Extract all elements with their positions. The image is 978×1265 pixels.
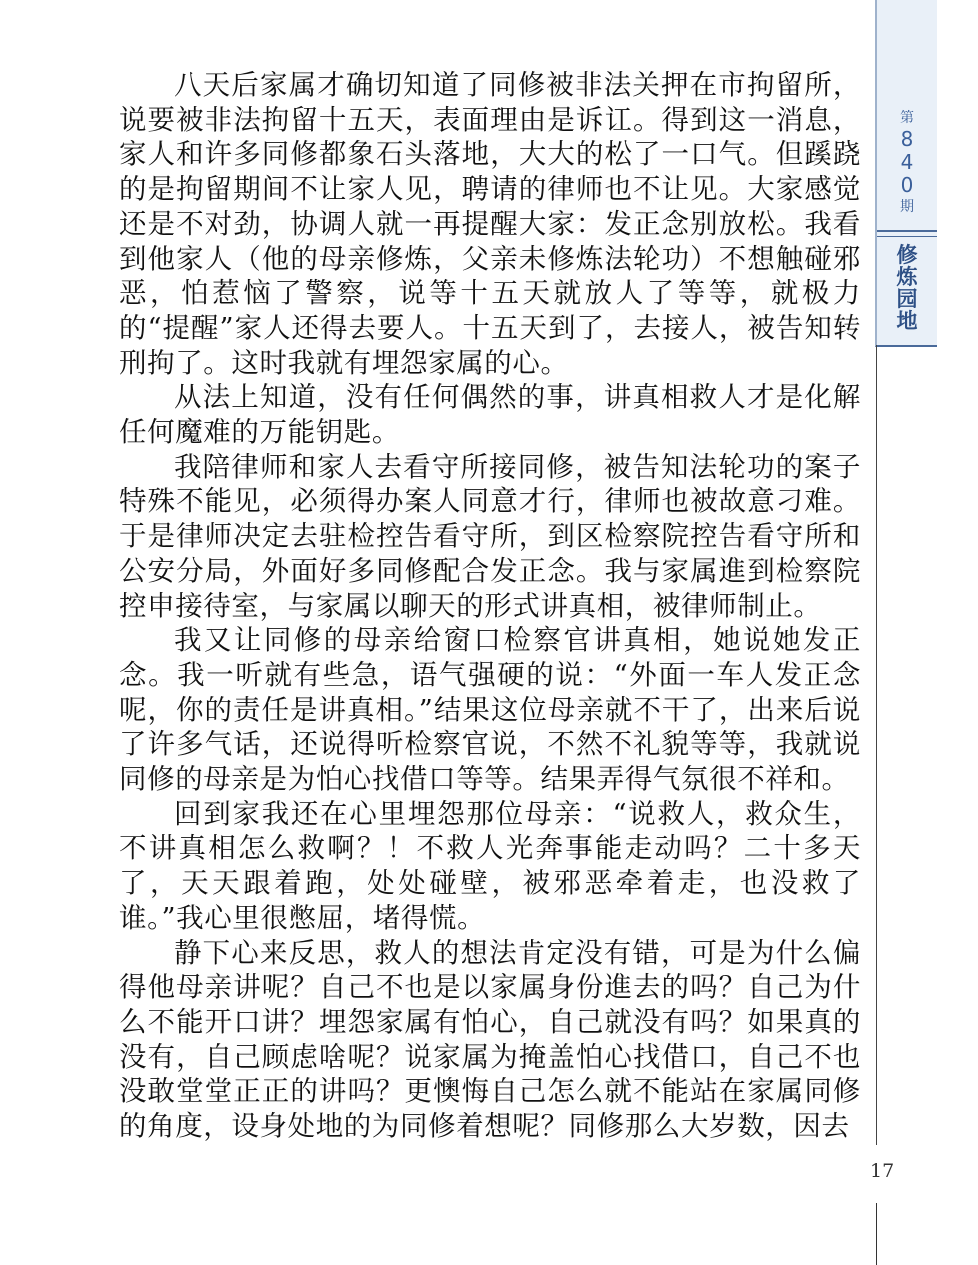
paragraph: 回到家我还在心里埋怨那位母亲：“说救人，救众生，不讲真相怎么救啊？！不救人光奔事能走动吗？二十多天了，天天跟着跑，处处碰壁，被邪恶牵着走，也没救了谁。”我心里很憋屈，堵得慌。 [119,797,861,934]
title-char: 园 [896,286,918,311]
paragraph: 我又让同修的母亲给窗口检察官讲真相，她说她发正念。我一听就有些急，语气强硬的说：“外面一车人发正念呢，你的责任是讲真相。”结果这位母亲就不干了，出来后说了许多气话，还说得听检察官说，不然不礼貌等等，我就说同修的母亲是为怕心找借口等等。结果弄得气氛很不祥和。 [119,624,861,796]
magazine-title [877,244,937,332]
body-text [119,68,861,1144]
paragraph: 我陪律师和家人去看守所接同修，被告知法轮功的案子特殊不能见，必须得办案人同意才行，律师也被故意刁难。于是律师决定去驻检控告看守所，到区检察院控告看守所和公安分局，外面好多同修配合发正念。我与家属進到检察院控申接待室，与家属以聊天的形式讲真相，被律师制止。 [119,450,861,622]
paragraph: 静下心来反思，救人的想法肯定没有错，可是为什么偏得他母亲讲呢？自己不也是以家属身份進去的吗？自己为什么不能开口讲？埋怨家属有怕心，自己就没有吗？如果真的没有，自己顾虑啥呢？说家属为掩盖怕心找借口，自己不也没敢堂堂正正的讲吗？更懊悔自己怎么就不能站在家属同修的角度，设身处地的为同修着想呢？同修那么大岁数，因去 [119,936,861,1143]
page-number: 17 [870,1160,895,1182]
sidebar-divider [877,230,937,232]
title-char: 修 [896,242,918,267]
issue-sidebar [875,0,937,347]
issue-prefix: 第 [900,110,914,126]
margin-rule [876,345,877,1145]
paragraph: 八天后家属才确切知道了同修被非法关押在市拘留所，说要被非法拘留十五天，表面理由是诉讧。得到这一消息，家人和许多同修都象石头落地，大大的松了一口气。但蹊跷的是拘留期间不让家人见，聘请的律师也不让见。大家感觉还是不对劲，协调人就一再提醒大家：发正念别放松。我看到他家人（他的母亲修炼，父亲未修炼法轮功）不想触碰邪恶，怕惹恼了警察，说等十五天就放人了等等，就极力的“提醒”家人还得去要人。十五天到了，去接人，被告知转刑拘了。这时我就有埋怨家属的心。 [119,69,861,379]
issue-number [877,128,937,197]
issue-digit: 4 [900,150,914,174]
issue-label [877,108,937,217]
title-char: 炼 [896,264,918,289]
issue-digit: 8 [900,127,914,151]
margin-rule [876,1203,877,1265]
paragraph: 从法上知道，没有任何偶然的事，讲真相救人才是化解任何魔难的万能钥匙。 [119,381,861,449]
issue-suffix: 期 [900,199,914,215]
sidebar-divider [877,236,937,237]
issue-digit: 0 [900,173,914,197]
title-char: 地 [896,308,918,333]
